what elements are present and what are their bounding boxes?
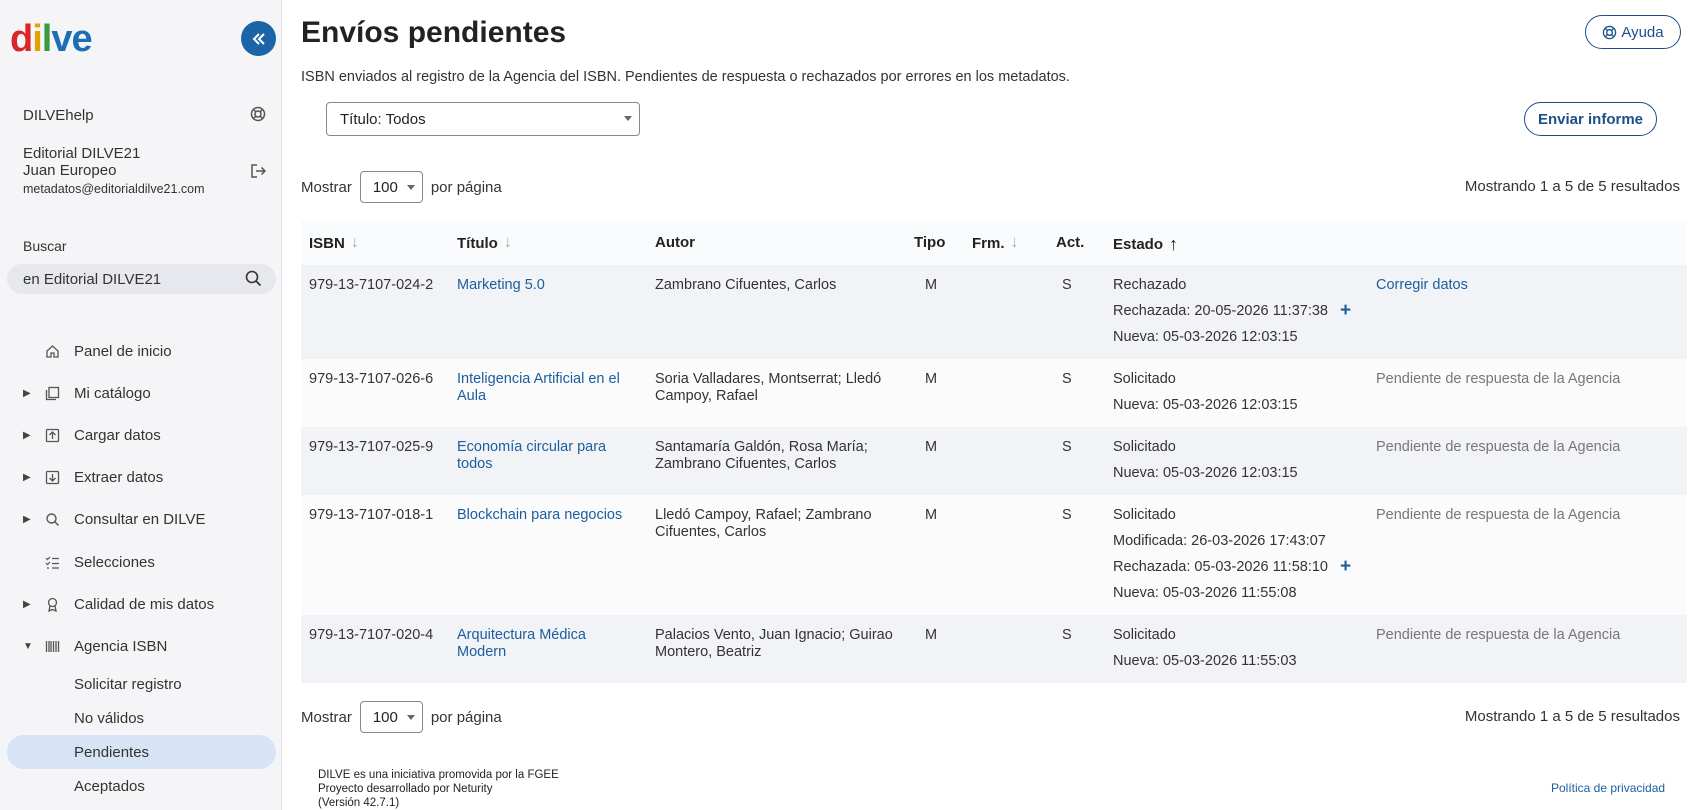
estado-date: Nueva: 05-03-2026 12:03:15 xyxy=(1113,465,1298,481)
dropdown-arrow-icon xyxy=(407,185,415,190)
sidebar xyxy=(0,0,282,810)
caret-right-icon[interactable]: ▶ xyxy=(23,598,31,610)
estado-date: Nueva: 05-03-2026 11:55:08 xyxy=(1113,585,1297,601)
footer-info xyxy=(318,768,559,810)
barcode-icon xyxy=(44,638,60,654)
sort-up-icon: ↑ xyxy=(1169,234,1179,254)
lifebuoy-icon xyxy=(1602,25,1617,40)
caret-right-icon[interactable]: ▶ xyxy=(23,429,31,441)
user-name: Juan Europeo xyxy=(23,162,117,179)
author-cell: Soria Valladares, Montserrat; Lledó Campoy, Rafael xyxy=(655,371,882,404)
caret-right-icon[interactable]: ▶ xyxy=(23,471,31,483)
estado-date: Nueva: 05-03-2026 11:55:03 xyxy=(1113,653,1297,669)
expand-plus-icon[interactable]: + xyxy=(1339,556,1352,577)
table-row xyxy=(301,495,1687,615)
pager-top: Mostrar 100 por página xyxy=(301,170,502,204)
col-isbn[interactable]: ISBN ↓ xyxy=(309,234,359,252)
pending-status-text: Pendiente de respuesta de la Agencia xyxy=(1376,371,1621,387)
author-cell: Lledó Campoy, Rafael; Zambrano Cifuentes, Carlos xyxy=(655,507,872,540)
pending-status-text: Pendiente de respuesta de la Agencia xyxy=(1376,439,1621,455)
isbn-cell: 979-13-7107-026-6 xyxy=(309,371,434,387)
caret-right-icon[interactable]: ▶ xyxy=(23,387,31,399)
results-count: Mostrando 1 a 5 de 5 resultados xyxy=(1464,178,1680,195)
subnav-aceptados[interactable]: Aceptados xyxy=(74,777,145,795)
pending-table xyxy=(301,221,1687,683)
pager-bottom: Mostrar 100 por página xyxy=(301,700,502,734)
search-icon[interactable] xyxy=(245,270,262,291)
logout-icon[interactable] xyxy=(250,163,267,183)
title-link[interactable]: Inteligencia Artificial en el Aula xyxy=(457,371,620,404)
send-report-button[interactable]: Enviar informe xyxy=(1524,102,1657,136)
author-cell: Palacios Vento, Juan Ignacio; Guirao Montero, Beatriz xyxy=(655,627,893,660)
estado-status: Solicitado xyxy=(1113,507,1176,523)
dropdown-arrow-icon xyxy=(407,715,415,720)
estado-cell xyxy=(1113,439,1298,491)
nav-extraer-datos[interactable]: ▶ Extraer datos xyxy=(23,468,164,486)
estado-status: Solicitado xyxy=(1113,439,1176,455)
main-content xyxy=(283,0,1692,810)
help-button[interactable]: Ayuda xyxy=(1585,15,1681,49)
search-label: Buscar xyxy=(23,238,67,254)
table-row xyxy=(301,615,1687,683)
sort-down-icon: ↓ xyxy=(503,234,512,251)
upload-icon xyxy=(44,427,60,443)
table-row xyxy=(301,427,1687,495)
estado-status: Solicitado xyxy=(1113,627,1176,643)
org-name: Editorial DILVE21 xyxy=(23,145,141,162)
nav-panel-inicio[interactable]: Panel de inicio xyxy=(0,334,282,368)
home-icon xyxy=(44,343,60,359)
act-cell: S xyxy=(1062,371,1072,387)
sort-down-icon: ↓ xyxy=(1010,234,1019,251)
subnav-pendientes[interactable]: Pendientes xyxy=(7,735,276,769)
col-autor: Autor xyxy=(655,234,695,251)
tipo-cell: M xyxy=(925,277,938,293)
estado-cell xyxy=(1113,627,1297,679)
estado-date: Modificada: 26-03-2026 17:43:07 xyxy=(1113,533,1326,549)
footer-line: Proyecto desarrollado por Neturity xyxy=(318,783,493,795)
col-frm[interactable]: Frm. ↓ xyxy=(972,234,1019,252)
col-estado[interactable]: Estado ↑ xyxy=(1113,234,1179,254)
pending-status-text: Pendiente de respuesta de la Agencia xyxy=(1376,627,1621,643)
estado-date: Rechazada: 20-05-2026 11:37:38 xyxy=(1113,303,1328,319)
isbn-cell: 979-13-7107-025-9 xyxy=(309,439,434,455)
act-cell: S xyxy=(1062,507,1072,523)
estado-date: Nueva: 05-03-2026 12:03:15 xyxy=(1113,329,1298,345)
col-act: Act. xyxy=(1056,234,1085,251)
caret-right-icon[interactable]: ▶ xyxy=(23,513,31,525)
act-cell: S xyxy=(1062,627,1072,643)
sort-down-icon: ↓ xyxy=(350,234,359,251)
double-chevron-left-icon xyxy=(250,30,268,48)
estado-cell xyxy=(1113,277,1351,355)
estado-date: Nueva: 05-03-2026 12:03:15 xyxy=(1113,397,1298,413)
col-tipo: Tipo xyxy=(914,234,946,251)
correct-data-link[interactable]: Corregir datos xyxy=(1376,277,1468,293)
per-page-select[interactable]: 100 xyxy=(360,701,423,733)
collapse-sidebar-button[interactable] xyxy=(241,21,276,56)
estado-status: Solicitado xyxy=(1113,371,1176,387)
nav-agencia-isbn[interactable]: ▼ Agencia ISBN xyxy=(23,637,168,655)
results-count: Mostrando 1 a 5 de 5 resultados xyxy=(1464,708,1680,725)
tipo-cell: M xyxy=(925,507,938,523)
tipo-cell: M xyxy=(925,371,938,387)
nav-mi-catalogo[interactable]: ▶ Mi catálogo xyxy=(23,384,151,402)
search-input[interactable] xyxy=(7,264,276,294)
title-link[interactable]: Economía circular para todos xyxy=(457,439,607,472)
footer-version: (Versión 42.7.1) xyxy=(318,797,400,809)
subnav-solicitar-registro[interactable]: Solicitar registro xyxy=(74,675,182,693)
author-cell: Zambrano Cifuentes, Carlos xyxy=(655,277,837,293)
dropdown-arrow-icon xyxy=(624,116,632,121)
table-row xyxy=(301,265,1687,359)
tipo-cell: M xyxy=(925,627,938,643)
title-link[interactable]: Blockchain para negocios xyxy=(457,507,623,523)
search-icon xyxy=(44,511,60,527)
page-subtitle: ISBN enviados al registro de la Agencia del ISBN. Pendientes de respuesta o rechazados por errores en los metadatos. xyxy=(301,69,1070,85)
download-icon xyxy=(44,469,60,485)
pending-status-text: Pendiente de respuesta de la Agencia xyxy=(1376,507,1621,523)
estado-cell xyxy=(1113,371,1298,423)
act-cell: S xyxy=(1062,439,1072,455)
estado-cell xyxy=(1113,507,1351,611)
search-scope-text: en Editorial DILVE21 xyxy=(23,270,162,288)
table-header xyxy=(301,221,1687,265)
isbn-cell: 979-13-7107-020-4 xyxy=(309,627,434,643)
author-cell: Santamaría Galdón, Rosa María; Zambrano Cifuentes, Carlos xyxy=(655,439,868,472)
privacy-policy-link[interactable]: Política de privacidad xyxy=(1551,781,1666,795)
per-page-select[interactable]: 100 xyxy=(360,171,423,203)
expand-plus-icon[interactable]: + xyxy=(1339,300,1352,321)
isbn-cell: 979-13-7107-024-2 xyxy=(309,277,434,293)
title-link[interactable]: Arquitectura Médica Modern xyxy=(457,627,586,660)
col-titulo[interactable]: Título ↓ xyxy=(457,234,512,252)
page-title: Envíos pendientes xyxy=(301,16,567,49)
checklist-icon xyxy=(44,554,60,570)
user-email: metadatos@editorialdilve21.com xyxy=(23,182,205,196)
isbn-cell: 979-13-7107-018-1 xyxy=(309,507,434,523)
subnav-no-validos[interactable]: No válidos xyxy=(74,709,145,727)
nav-cargar-datos[interactable]: ▶ Cargar datos xyxy=(23,426,161,444)
estado-date: Rechazada: 05-03-2026 11:58:10 xyxy=(1113,559,1328,575)
estado-status: Rechazado xyxy=(1113,277,1187,293)
award-icon xyxy=(44,596,60,612)
catalog-icon xyxy=(44,385,60,401)
nav-calidad-datos[interactable]: ▶ Calidad de mis datos xyxy=(23,595,215,613)
act-cell: S xyxy=(1062,277,1072,293)
nav-selecciones[interactable]: Selecciones xyxy=(0,545,282,579)
title-link[interactable]: Marketing 5.0 xyxy=(457,277,545,293)
nav-consultar-dilve[interactable]: ▶ Consultar en DILVE xyxy=(23,510,206,528)
table-row xyxy=(301,359,1687,427)
lifebuoy-icon[interactable] xyxy=(250,106,266,126)
caret-down-icon[interactable]: ▼ xyxy=(23,640,33,652)
title-filter-select[interactable]: Título: Todos xyxy=(326,102,640,136)
tipo-cell: M xyxy=(925,439,938,455)
footer-line: DILVE es una iniciativa promovida por la FGEE xyxy=(318,769,559,781)
dilvehelp-link[interactable]: DILVEhelp xyxy=(23,107,94,124)
dilve-logo[interactable]: dilve xyxy=(10,18,92,60)
